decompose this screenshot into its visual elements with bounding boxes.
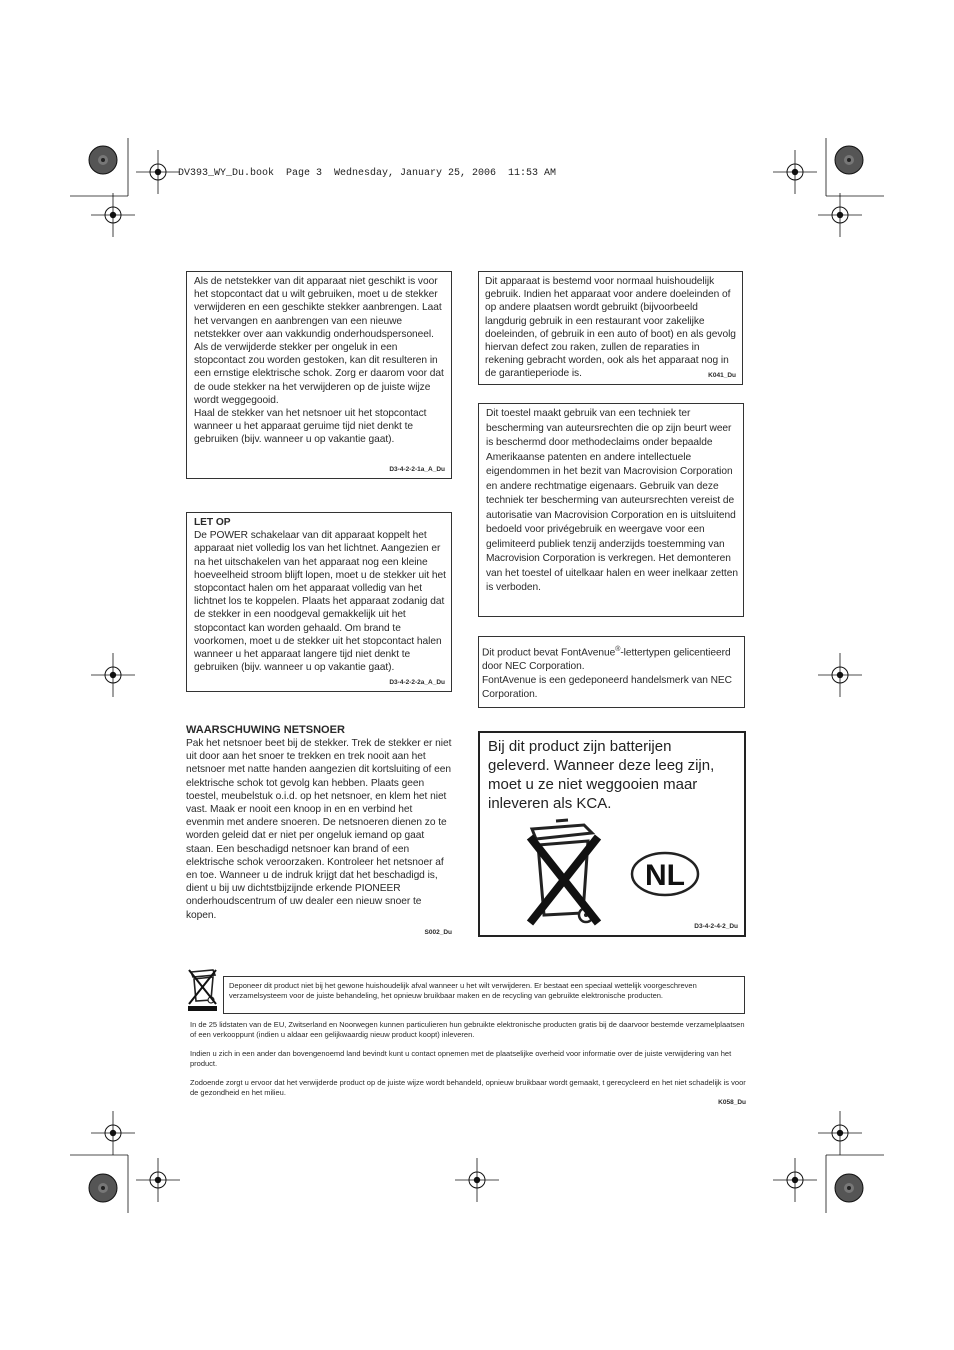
crossed-bin-battery-icon — [526, 815, 602, 927]
registration-cross — [91, 1111, 135, 1155]
reference-code: D3-4-2-2-1a_A_Du — [389, 466, 445, 473]
caution-box — [186, 512, 452, 692]
fontavenue-line-2: FontAvenue is een gedeponeerd handelsmerk van NEC Corporation. — [482, 675, 732, 701]
plug-warning-paragraph-2: Haal de stekker van het netsnoer uit het stopcontact wanneer u het apparaat geruime tijd niet denkt te gebruiken (bijv. wanneer u op vakantie gaat). — [194, 408, 427, 446]
reference-code: K041_Du — [708, 372, 736, 379]
macrovision-text: Dit toestel maakt gebruik van een techniek ter bescherming van auteursrechten die op zijn beurt weer is beschermd door methodeclaims onder bepaalde Amerikaanse patenten en andere intellectuele eigendommen in het bezit van Macrovision Corporation en andere rechtmatige eigenaars. Gebruik van deze techniek ter bescherming van auteursrechten vereist de autorisatie van Macrovision Corporation en is uitsluitend bedoeld voor privégebruik en weergave voor een gelimiteerd publiek tenzij anderzijds toestemming van Macrovision Corporation is verkregen. Het demonteren van het toestel of uitelkaar halen en weer inelkaar zetten is verboden. — [486, 408, 738, 593]
caution-text: De POWER schakelaar van dit apparaat koppelt het apparaat niet volledig los van het lichtnet. Aangezien er na het uitschakelen van het apparaat nog een kleine hoeveelheid stroom blijft lopen, moet u de stekker uit het stopcontact halen om het apparaat volledig van het lichtnet los te koppelen. Plaats het apparaat zodanig dat de stekker in een noodgeval gemakkelijk uit het stopcontact kan worden gehaald. Om brand te voorkomen, moet u de stekker uit het stopcontact halen wanneer u het apparaat langere tijd niet denkt te gebruiken (bijv. wanneer u op vakantie gaat). — [194, 530, 446, 674]
section-heading: WAARSCHUWING NETSNOER — [186, 724, 345, 736]
registration-cross — [91, 193, 135, 237]
registration-cross — [818, 193, 862, 237]
battery-notice-box — [478, 731, 746, 937]
disposal-notice-text: Deponeer dit product niet bij het gewone huishoudelijk afval wanneer u het wilt verwijderen. Er bestaat een speciaal wettelijk voorgeschreven verzamelsysteem voor de juiste behandeling, het opnieuw bruikbaar maken en de recycling van gebruikte elektronische producten. — [229, 981, 697, 1000]
power-cord-warning-section — [186, 724, 452, 938]
disposal-paragraph-3: Zodoende zorgt u ervoor dat het verwijderde product op de juiste wijze wordt behandeld, opnieuw bruikbaar wordt gemaakt, t gerecycleerd en het niet schadelijk is voor de gezondheid en het milieu. — [190, 1078, 746, 1097]
fontavenue-line-1 — [482, 643, 739, 674]
weee-bin-icon — [186, 962, 218, 1012]
registration-cross — [818, 653, 862, 697]
starburst-mark — [89, 1174, 117, 1202]
registration-cross — [818, 1111, 862, 1155]
registration-cross — [773, 1158, 817, 1202]
starburst-mark — [835, 146, 863, 174]
fontavenue-line-1-pre: Dit product bevat FontAvenue — [482, 647, 616, 659]
plug-warning-box — [186, 271, 452, 479]
battery-notice-text: Bij dit product zijn batterijen geleverd. Wanneer deze leeg zijn, moet u ze niet weggooien maar inleveren als KCA. — [488, 738, 715, 812]
fontavenue-line-1-post: -lettertypen gelicentieerd door NEC Corporation. — [482, 647, 731, 673]
reference-code: D3-4-2-4-2_Du — [694, 923, 738, 930]
page-header: DV393_WY_Du.book Page 3 Wednesday, January 25, 2006 11:53 AM — [178, 168, 557, 179]
fontavenue-box — [478, 636, 745, 708]
disposal-info — [190, 1020, 746, 1106]
registration-cross — [91, 653, 135, 697]
section-text: Pak het netsnoer beet bij de stekker. Trek de stekker er niet uit door aan het snoer te trekken en trek nooit aan het netsnoer met natte handen aangezien dit kortsluiting of een elektrische schok tot gevolg kan hebben. Plaats geen toestel, meubelstuk o.i.d. op het netsnoer, en klem het niet vast. Maak er nooit een knoop in en en verbind het evenmin met andere snoeren. De netsnoeren dienen zo te worden geleid dat er niet per ongeluk iemand op gaat staan. Een beschadigd netsnoer kan brand of een elektrische schok veroorzaken. Kontroleer het netsnoer af en toe. Wanneer u de indruk krijgt dat het beschadigd is, dient u bij uw dichtstbijzijnde erkende PIONEER onderhoudscentrum of uw dealer een nieuw snoer te kopen. — [186, 738, 452, 921]
macrovision-box — [478, 403, 744, 617]
nl-country-badge — [630, 851, 700, 897]
registered-mark: ® — [615, 646, 621, 653]
registration-cross — [773, 150, 817, 194]
starburst-mark — [835, 1174, 863, 1202]
reference-code: K058_Du — [718, 1099, 746, 1106]
disposal-paragraph-1: In de 25 lidstaten van de EU, Zwitserland en Noorwegen kunnen particulieren hun gebruikte elektronische producten gratis bij de daarvoor bestemde verzamelplaatsen of een verkooppunt (indien u aldaar een gelijkwaardig nieuw product koopt) inleveren. — [190, 1020, 745, 1039]
household-use-box — [478, 271, 743, 385]
reference-code: D3-4-2-2-2a_A_Du — [389, 679, 445, 686]
registration-cross — [136, 1158, 180, 1202]
starburst-mark — [89, 146, 117, 174]
disposal-paragraph-2: Indien u zich in een ander dan bovengenoemd land bevindt kunt u contact opnemen met de plaatselijke overheid voor informatie over de juiste verwijdering van het product. — [190, 1049, 732, 1068]
plug-warning-paragraph-1: Als de netstekker van dit apparaat niet geschikt is voor het stopcontact dat u wilt gebruiken, moet u de stekker verwijderen en een geschikte stekker aanbrengen. Laat het vervangen en aanbrengen van een nieuwe netstekker over aan vakkundig onderhoudspersoneel. Als de verwijderde stekker per ongeluk in een stopcontact zou worden gestoken, kan dit resulteren in een ernstige elektrische schok. Zorg er daarom voor dat de oude stekker na het verwijderen op de juiste wijze wordt weggegooid. — [194, 276, 444, 406]
household-use-text: Dit apparaat is bestemd voor normaal huishoudelijk gebruik. Indien het apparaat voor andere doeleinden of op andere plaatsen wordt gebruikt (bijvoorbeeld langdurig gebruik in een restaurant voor zakelijke doeleinden, of gebruik in een auto of boot) en als gevolg hiervan defect zou raken, zullen de reparaties in rekening gebracht worden, ook als het apparaat nog in de garantieperiode is. — [485, 276, 736, 380]
registration-cross — [136, 150, 180, 194]
reference-code: S002_Du — [424, 929, 452, 936]
registration-cross — [455, 1158, 499, 1202]
disposal-notice-box — [223, 976, 745, 1014]
caution-heading: LET OP — [194, 517, 231, 528]
nl-badge-text: NL — [645, 859, 685, 892]
